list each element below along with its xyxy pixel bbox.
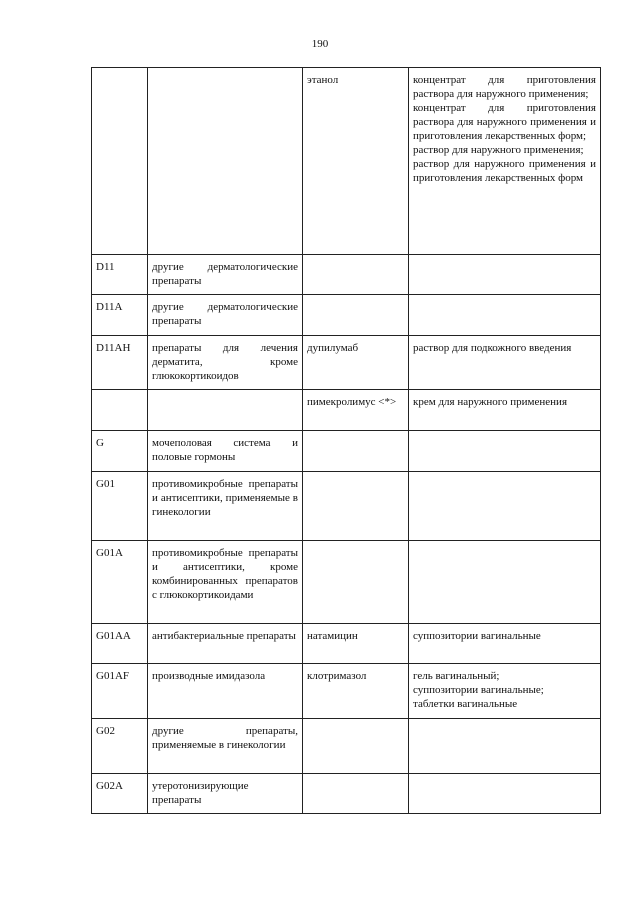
page-number: 190: [311, 38, 329, 50]
atc-code-cell: D11A: [92, 295, 148, 336]
table-row: [92, 719, 601, 774]
dosage-forms-cell: [409, 624, 601, 664]
drug-name-cell: [303, 774, 409, 814]
atc-code-cell: G01AF: [92, 664, 148, 719]
atc-code-cell: G01AA: [92, 624, 148, 664]
table-row: [92, 431, 601, 472]
drug-name-cell: [303, 255, 409, 295]
drug-name-cell: [303, 719, 409, 774]
atc-code-cell: G: [92, 431, 148, 472]
table-row: [92, 541, 601, 624]
dosage-forms-cell: [409, 472, 601, 541]
atc-code-cell: [92, 68, 148, 255]
group-name-cell: другие дерматологические препараты: [148, 255, 303, 295]
drug-name-cell: натамицин: [303, 624, 409, 664]
dosage-form-line: раствор для подкожного введения: [413, 342, 572, 354]
drug-name-cell: [303, 472, 409, 541]
group-name-cell: другие дерматологические препараты: [148, 295, 303, 336]
dosage-form-line: таблетки вагинальные: [413, 698, 518, 710]
table-row: [92, 774, 601, 814]
group-name-cell: другие препараты, применяемые в гинекологии: [148, 719, 303, 774]
dosage-forms-cell: [409, 719, 601, 774]
table-row: [92, 664, 601, 719]
group-name-cell: мочеполовая система и половые гормоны: [148, 431, 303, 472]
group-name-cell: [148, 390, 303, 431]
atc-code-cell: D11: [92, 255, 148, 295]
drug-table: [91, 67, 601, 814]
atc-code-cell: G01A: [92, 541, 148, 624]
group-name-cell: производные имидазола: [148, 664, 303, 719]
atc-code-cell: [92, 390, 148, 431]
drug-name-cell: пимекролимус <*>: [303, 390, 409, 431]
group-name-cell: противомикробные препараты и антисептики, применяемые в гинекологии: [148, 472, 303, 541]
atc-code-cell: G02A: [92, 774, 148, 814]
group-name-cell: противомикробные препараты и антисептики, кроме комбинированных препаратов с глюкокортикоидами: [148, 541, 303, 624]
drug-name-cell: [303, 541, 409, 624]
dosage-forms-cell: [409, 541, 601, 624]
dosage-form-line: гель вагинальный;: [413, 670, 500, 682]
table-row: [92, 390, 601, 431]
group-name-cell: антибактериальные препараты: [148, 624, 303, 664]
dosage-forms-cell: [409, 295, 601, 336]
table-row: [92, 255, 601, 295]
group-name-cell: [148, 68, 303, 255]
dosage-forms-cell: [409, 336, 601, 390]
dosage-form-line: крем для наружного применения: [413, 396, 568, 408]
dosage-forms-cell: [409, 431, 601, 472]
dosage-form-line: концентрат для приготовления раствора для наружного применения;: [413, 74, 596, 100]
table-row: [92, 624, 601, 664]
drug-name-cell: клотримазол: [303, 664, 409, 719]
table-row: [92, 336, 601, 390]
group-name-cell: утеротонизирующие препараты: [148, 774, 303, 814]
table-row: [92, 68, 601, 255]
dosage-forms-cell: [409, 255, 601, 295]
dosage-form-line: концентрат для приготовления раствора для наружного применения и приготовления лекарственных форм;: [413, 102, 596, 142]
dosage-forms-cell: [409, 774, 601, 814]
drug-name-cell: [303, 295, 409, 336]
drug-name-cell: дупилумаб: [303, 336, 409, 390]
atc-code-cell: D11AH: [92, 336, 148, 390]
group-name-cell: препараты для лечения дерматита, кроме глюкокортикоидов: [148, 336, 303, 390]
dosage-forms-cell: [409, 664, 601, 719]
dosage-form-line: раствор для наружного применения и приготовления лекарственных форм: [413, 158, 596, 184]
dosage-form-line: раствор для наружного применения;: [413, 144, 584, 156]
dosage-forms-cell: [409, 390, 601, 431]
dosage-form-line: суппозитории вагинальные: [413, 630, 541, 642]
dosage-forms-cell: [409, 68, 601, 255]
dosage-form-line: суппозитории вагинальные;: [413, 684, 544, 696]
drug-name-cell: этанол: [303, 68, 409, 255]
atc-code-cell: G02: [92, 719, 148, 774]
table-row: [92, 472, 601, 541]
drug-name-cell: [303, 431, 409, 472]
atc-code-cell: G01: [92, 472, 148, 541]
table-row: [92, 295, 601, 336]
